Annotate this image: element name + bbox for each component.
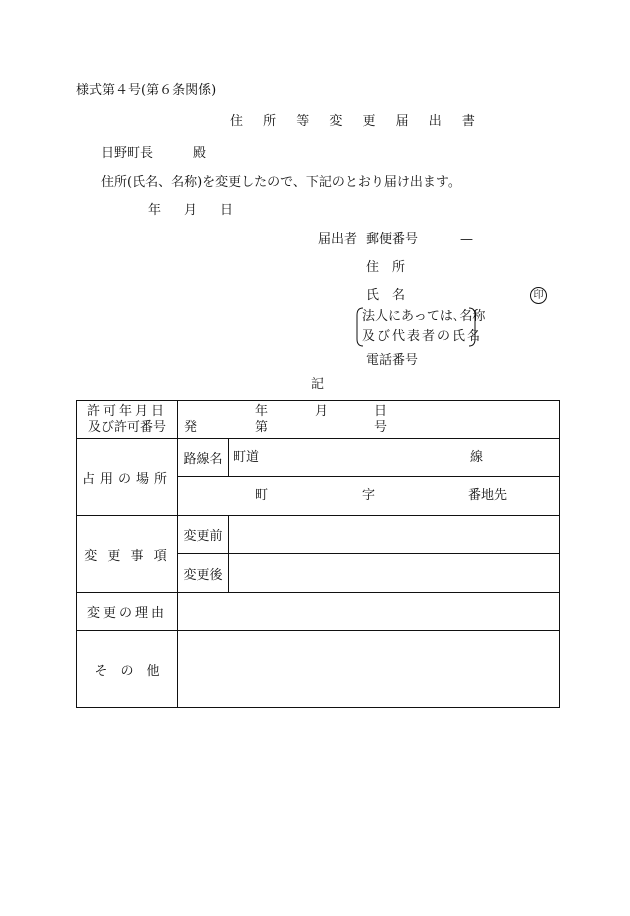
permit-number-prefix: 第: [255, 420, 269, 435]
location-town: 町: [255, 488, 269, 503]
address-label: 住 所: [366, 260, 406, 275]
form-number: 様式第４号(第６条関係): [76, 83, 217, 98]
location-label: 占用の場所: [81, 471, 172, 487]
change-before-label-cell: [178, 516, 229, 554]
location-row-route: [77, 439, 560, 477]
page-title: 住 所 等 変 更 届 出 書: [230, 114, 483, 129]
change-before-value-cell: [229, 516, 560, 554]
corporate-note-line2: 及び代表者の氏名: [362, 329, 483, 344]
permit-issue: 発: [184, 420, 198, 435]
details-table: [76, 400, 560, 708]
permit-day: 日: [374, 404, 388, 419]
permit-number-suffix: 号: [374, 420, 388, 435]
addressee-name: 日野町長: [101, 146, 154, 161]
change-after-value-cell: [229, 554, 560, 593]
postal-code-label: 郵便番号: [366, 232, 419, 247]
permit-value-cell: [178, 401, 560, 439]
name-label: 氏 名: [366, 288, 406, 303]
change-before-label: 変更前: [183, 529, 223, 544]
permit-year: 年: [255, 404, 269, 419]
date-day: 日: [220, 203, 234, 218]
addressee-honorific: 殿: [193, 146, 207, 161]
reason-label-cell: [77, 593, 178, 631]
permit-month: 月: [315, 404, 329, 419]
other-row: [77, 631, 560, 708]
road-type: 町道: [233, 450, 260, 465]
permit-row: [77, 401, 560, 439]
route-value-cell: [229, 439, 560, 477]
route-label-cell: [178, 439, 229, 477]
permit-label-line2: 及び許可番号: [87, 419, 166, 435]
location-banchi: 番地先: [468, 488, 508, 503]
route-label: 路線名: [183, 452, 223, 467]
ki-heading: 記: [311, 377, 325, 392]
postal-code-dash: —: [460, 232, 473, 247]
phone-label: 電話番号: [366, 353, 419, 368]
other-value-cell: [178, 631, 560, 708]
change-after-label-cell: [178, 554, 229, 593]
location-address-cell: [178, 477, 560, 516]
location-aza: 字: [362, 488, 376, 503]
reason-label: 変更の理由: [86, 606, 167, 621]
reason-value-cell: [178, 593, 560, 631]
reason-row: [77, 593, 560, 631]
other-label: そ の 他: [94, 663, 160, 679]
applicant-label: 届出者: [318, 232, 358, 247]
seal-mark: 印: [530, 287, 547, 304]
change-before-row: [77, 516, 560, 554]
corporate-note-line1: 法人にあっては､名称: [362, 309, 486, 324]
permit-label-cell: [77, 401, 178, 439]
date-month: 月: [184, 203, 198, 218]
date-year: 年: [148, 203, 162, 218]
statement-text: 住所(氏名、名称)を変更したので、下記のとおり届け出ます。: [101, 175, 461, 190]
location-label-cell: [77, 439, 178, 516]
road-line-suffix: 線: [470, 450, 484, 465]
changes-label: 変 更 事 項: [84, 548, 170, 564]
permit-label-line1: 許可年月日: [86, 403, 167, 419]
change-after-label: 変更後: [183, 567, 223, 583]
changes-label-cell: [77, 516, 178, 593]
other-label-cell: [77, 631, 178, 708]
